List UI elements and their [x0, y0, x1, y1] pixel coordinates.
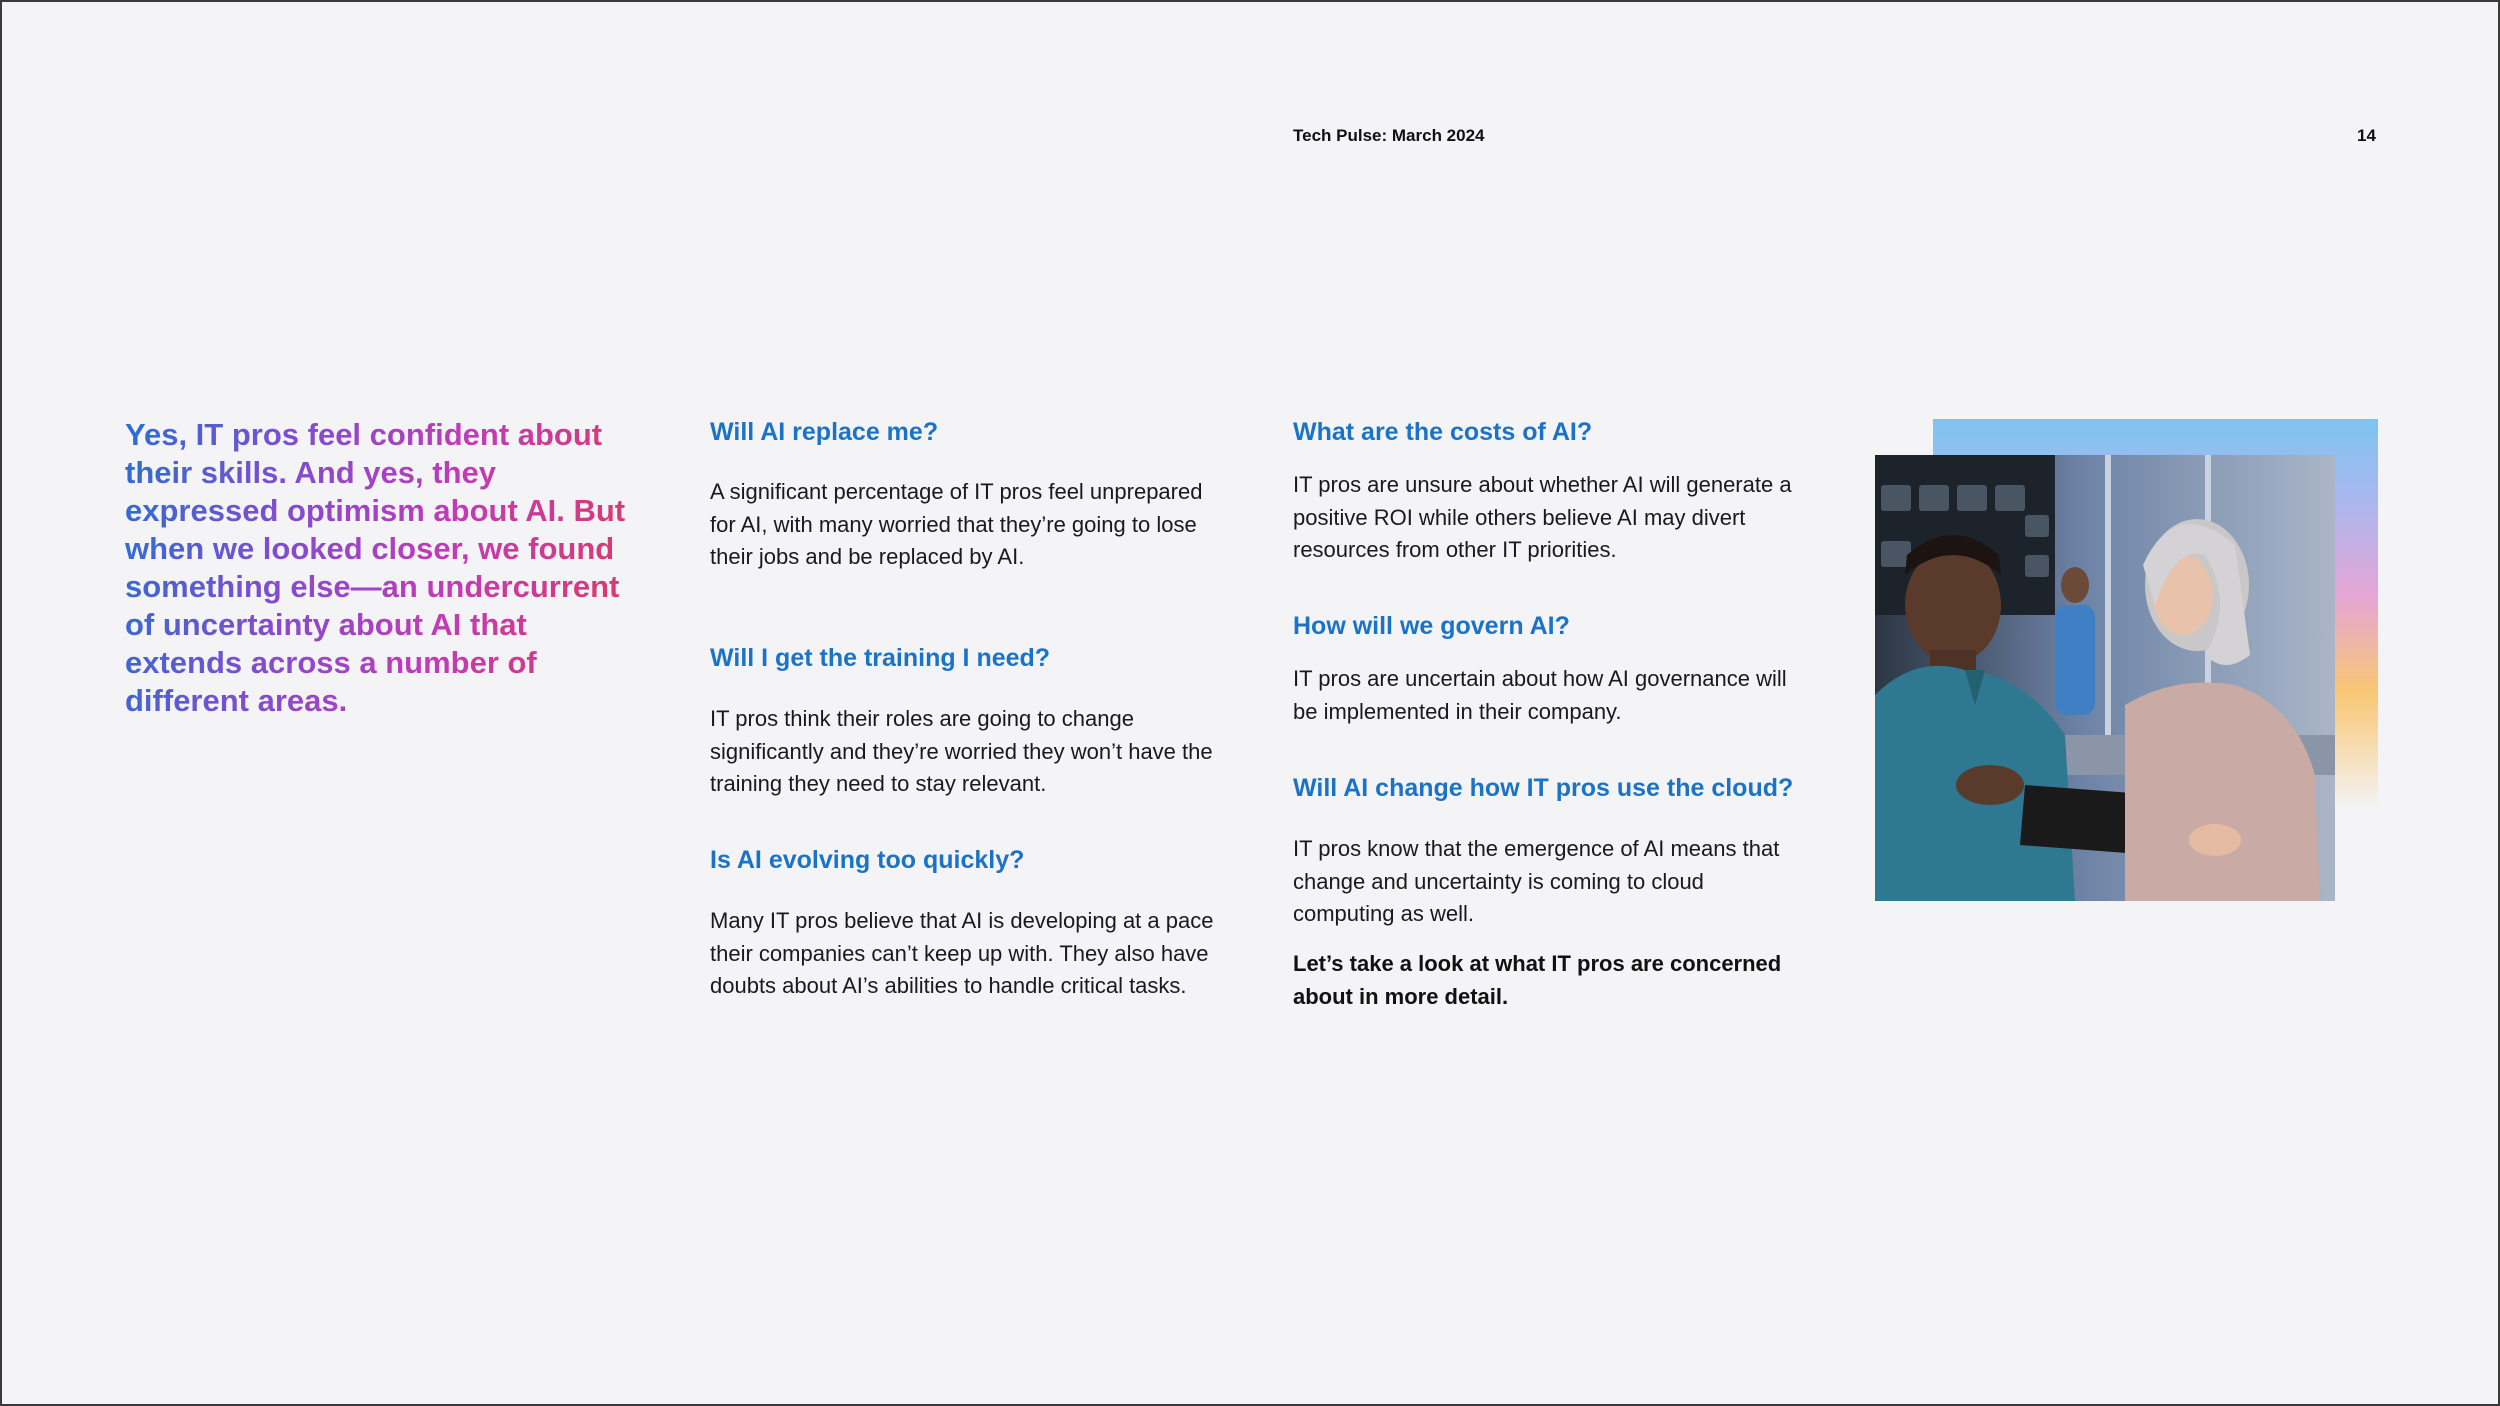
body-costs: IT pros are unsure about whether AI will generate a positive ROI while others believe AI may divert resources from other IT priorities.	[1293, 472, 1792, 562]
heading-ai-replace: Will AI replace me?	[710, 418, 939, 446]
heading-costs: What are the costs of AI?	[1293, 418, 1593, 446]
closing-statement: Let’s take a look at what IT pros are concerned about in more detail.	[1293, 951, 1782, 1009]
body-ai-replace: A significant percentage of IT pros feel unprepared for AI, with many worried that they’re going to lose their jobs and be replaced by AI.	[710, 479, 1203, 569]
page-number: 14	[2357, 126, 2376, 145]
photo-illustration	[1875, 455, 2335, 901]
heading-evolving: Is AI evolving too quickly?	[710, 846, 1025, 874]
heading-training: Will I get the training I need?	[710, 644, 1051, 672]
heading-govern: How will we govern AI?	[1293, 612, 1570, 640]
intro-statement: Yes, IT pros feel confident about their skills. And yes, they expressed optimism about AI. But when we looked closer, we found something else—an undercurrent of uncertainty about AI that extends across a number of different areas.	[125, 416, 645, 720]
body-cloud: IT pros know that the emergence of AI means that change and uncertainty is coming to cloud computing as well.	[1293, 836, 1780, 926]
body-training: IT pros think their roles are going to change significantly and they’re worried they won’t have the training they need to stay relevant.	[710, 706, 1213, 796]
body-govern: IT pros are uncertain about how AI governance will be implemented in their company.	[1293, 666, 1787, 724]
photo-container	[1875, 419, 2378, 901]
heading-cloud: Will AI change how IT pros use the cloud?	[1293, 774, 1794, 802]
header-title: Tech Pulse: March 2024	[1293, 126, 1485, 145]
body-evolving: Many IT pros believe that AI is developing at a pace their companies can’t keep up with. They also have doubts about AI’s abilities to handle critical tasks.	[710, 908, 1214, 998]
photo-it-pros	[1875, 455, 2335, 901]
